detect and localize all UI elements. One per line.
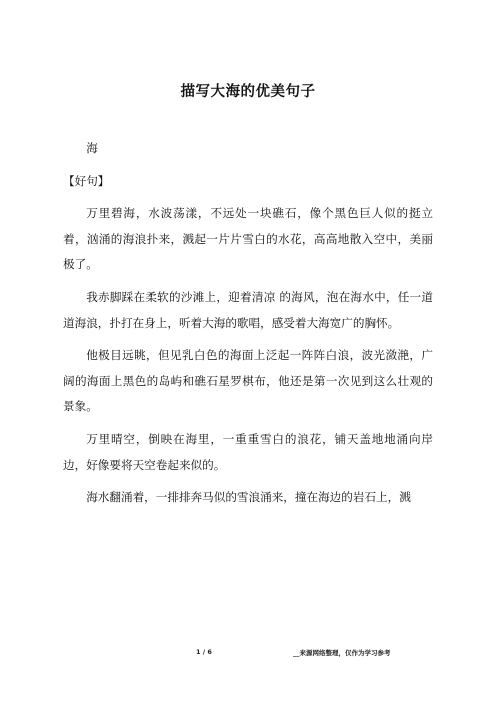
- source-note: __来源网络整理，仅作为学习参考: [293, 649, 391, 657]
- heading-sea: 海: [86, 141, 98, 155]
- section-label-good-sentences: 【好句】: [63, 173, 110, 188]
- paragraph: 万里晴空，倒映在海里，一重重雪白的浪花，铺天盖地地涌向岸边，好像要将天空卷起来似的。: [63, 431, 433, 472]
- page-footer: [0, 648, 496, 662]
- document-body: [63, 136, 433, 518]
- paragraph: 我赤脚踩在柔软的沙滩上，迎着清凉 的海风，泡在海水中，任一道道海浪，扑打在身上，听着大海的歌唱，感受着大海宽广的胸怀。: [63, 289, 433, 330]
- page-number: 1 / 6: [196, 648, 212, 656]
- paragraph: 海水翻涌着，一排排奔马似的雪浪涌来，撞在海边的岩石上，溅: [86, 490, 411, 505]
- document-title: 描写大海的优美句子: [180, 84, 316, 100]
- paragraph: 万里碧海，水波荡漾，不远处一块礁石，像个黑色巨人似的挺立着，汹涌的海浪扑来，溅起一片片雪白的水花，高高地散入空中，美丽极了。: [63, 206, 433, 272]
- paragraph: 他极目远眺，但见乳白色的海面上泛起一阵阵白浪，波光潋滟，广阔的海面上黑色的岛屿和礁石星罗棋布，他还是第一次见到这么壮观的景象。: [63, 348, 433, 414]
